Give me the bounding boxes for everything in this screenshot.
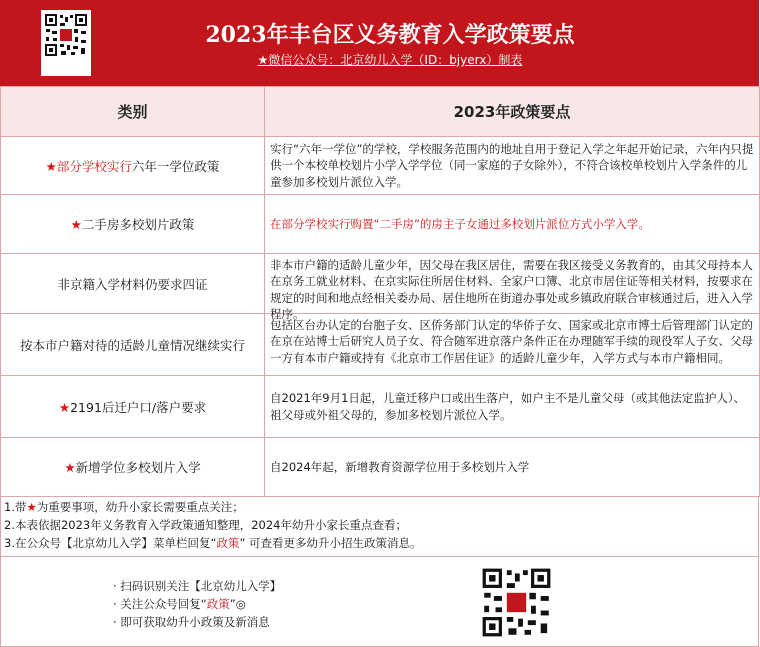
star-icon: ★ — [26, 500, 37, 514]
footer-keyword: 政策 — [206, 597, 230, 611]
table-row — [1, 438, 760, 497]
category-label: 二手房多校划片政策 — [81, 217, 195, 232]
policy-text: 包括区台办认定的台胞子女、区侨务部门认定的华侨子女、国家或北京市博士后管理部门认定的在京在站博士后研究人员子女、符合随军进京落户条件正在办理随军手续的现役军人子女、父母一方有本市户籍或持有《北京市工作居住证》的适龄儿童少年，入学方式与本市户籍相同。 — [270, 317, 753, 365]
footer-section — [0, 556, 759, 647]
row-policy — [265, 254, 760, 321]
row-category — [1, 376, 265, 438]
footer-line-2-prefix: · 关注公众号回复“ — [113, 597, 207, 611]
policy-text: 非本市户籍的适龄儿童少年，因父母在我区居住，需要在我区接受义务教育的，由其父母持本人在京务工就业材料、在京实际住所居住材料、全家户口簿、北京市居住证等相关材料，按要求在规定的时间和地点经相关委办局、居住地所在街道办事处或乡镇政府联合审核通过后，进入入学程序。 — [270, 257, 753, 321]
note-1-prefix: 1.带 — [4, 500, 27, 514]
star-icon: ★ — [70, 217, 82, 232]
row-policy: 在部分学校实行购置“二手房”的房主子女通过多校划片派位方式小学入学。 — [265, 195, 760, 254]
note-1 — [1, 498, 758, 516]
note-3-text: ” 可查看更多幼升小招生政策消息。 — [239, 536, 422, 550]
table-row — [1, 314, 760, 376]
table-row — [1, 376, 760, 438]
footer-line-2-suffix: ”◎ — [229, 597, 246, 611]
row-policy: 自2021年9月1日起，儿童迁移户口或出生落户，如户主不是儿童父母（或其他法定监护人）、祖父母或外祖父母的，参加多校划片派位入学。 — [265, 376, 760, 438]
note-2: 2.本表依据2023年义务教育入学政策通知整理，2024年幼升小家长重点查看； — [4, 518, 408, 532]
category-label: 六年一学位政策 — [131, 158, 220, 174]
page-title: 2023年丰台区义务教育入学政策要点 — [205, 22, 575, 48]
star-icon: ★ — [64, 460, 76, 475]
column-header-policy: 2023年政策要点 — [265, 87, 760, 137]
row-policy: 实行“六年一学位”的学校，学校服务范围内的地址自用于登记入学之年起开始记录，六年内只提供一个本校单校划片小学入学学位（同一家庭的子女除外），不符合该校单校划片入学条件的儿童参加多校划片派位入学。 — [265, 137, 760, 195]
row-policy — [265, 314, 760, 376]
row-category — [1, 314, 265, 376]
qr-code-bottom-graphic — [481, 567, 552, 638]
row-category — [1, 254, 265, 314]
note-3-prefix: 3.在公众号【北京幼儿入学】菜单栏回复“ — [4, 536, 217, 550]
header-banner — [0, 0, 759, 86]
category-label: 新增学位多校划片入学 — [75, 460, 201, 475]
note-3 — [1, 534, 758, 552]
note-3-keyword: 政策 — [216, 536, 240, 550]
notes-section — [0, 496, 759, 556]
row-category — [1, 195, 265, 254]
row-category — [1, 438, 265, 497]
star-icon: ★ — [58, 399, 71, 415]
footer-line-2 — [113, 595, 281, 613]
footer-line-1: · 扫码识别关注【北京幼儿入学】 — [113, 579, 282, 593]
page-subtitle: ★微信公众号：北京幼儿入学（ID：bjyerx）制表 — [257, 53, 523, 67]
category-label: 非京籍入学材料仍要求四证 — [57, 276, 208, 292]
table-row — [1, 137, 760, 195]
star-icon: ★ — [45, 158, 57, 174]
qr-code-image — [41, 10, 91, 76]
qr-code-top-graphic — [44, 13, 88, 73]
qr-code-image — [481, 567, 552, 638]
category-label: 按本市户籍对待的适龄儿童情况继续实行 — [19, 337, 245, 353]
category-highlight: 部分学校实行 — [56, 158, 132, 174]
category-label: 2191后迁户口/落户要求 — [70, 399, 207, 415]
table-row — [1, 195, 760, 254]
column-header-category: 类别 — [1, 87, 265, 137]
row-policy: 自2024年起，新增教育资源学位用于多校划片入学 — [265, 438, 760, 497]
footer-instructions — [113, 577, 281, 631]
policy-table — [0, 86, 760, 497]
table-header-row — [1, 87, 760, 137]
table-row — [1, 254, 760, 314]
note-1-text: 为重要事项，幼升小家长需要重点关注； — [36, 500, 244, 514]
row-category — [1, 137, 265, 195]
footer-line-3: · 即可获取幼升小政策及新消息 — [113, 615, 270, 629]
